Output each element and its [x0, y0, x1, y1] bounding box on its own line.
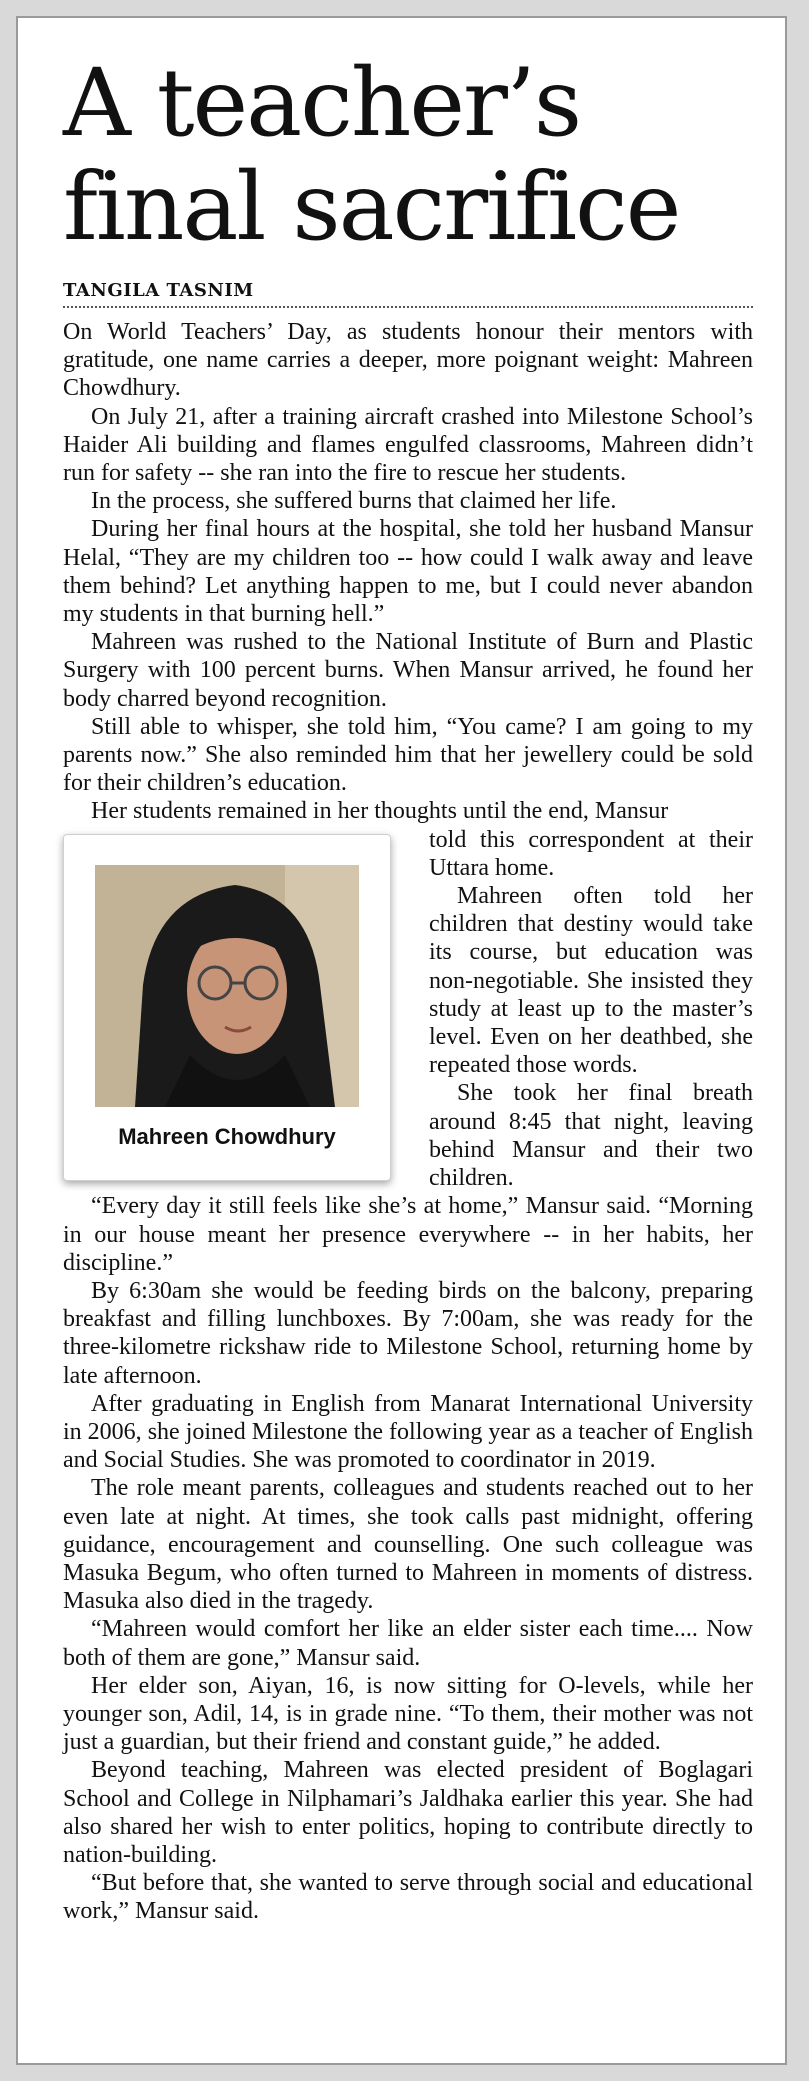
byline-divider [63, 306, 753, 308]
paragraph: Her elder son, Aiyan, 16, is now sitting for O-levels, while her younger son, Adil, 14, is in grade nine. “To them, their mother was not just a guardian, but their friend and constant guide,” he added. [63, 1672, 753, 1756]
paragraph: The role meant parents, colleagues and students reached out to her even late at night. At times, she took calls past midnight, offering guidance, encouragement and counselling. One such colleague was Masuka Begum, who often turned to Mahreen in moments of distress. Masuka also died in the tragedy. [63, 1475, 753, 1615]
portrait-illustration [95, 865, 359, 1107]
paragraph: By 6:30am she would be feeding birds on the balcony, preparing breakfast and filling lunchboxes. By 7:00am, she was ready for the three-kilometre rickshaw ride to Milestone School, returning home by late afternoon. [63, 1277, 753, 1389]
paragraph: During her final hours at the hospital, she told her husband Mansur Helal, “They are my children too -- how could I walk away and leave them behind? Let anything happen to me, but I could never abandon my students in that burning hell.” [63, 516, 753, 628]
paragraph: “Mahreen would comfort her like an elder sister each time.... Now both of them are gone,” Mansur said. [63, 1616, 753, 1671]
photo-frame [63, 834, 391, 1181]
portrait-photo [95, 865, 359, 1107]
paragraph: On World Teachers’ Day, as students honour their mentors with gratitude, one name carries a deeper, more poignant weight: Mahreen Chowdhury. [63, 319, 753, 402]
paragraph: “Every day it still feels like she’s at home,” Mansur said. “Morning in our house meant her presence everywhere -- in her habits, her discipline.” [63, 1193, 753, 1276]
paragraph: She took her final breath around 8:45 that night, leaving behind Mansur and their two children. [429, 1080, 753, 1192]
paragraph: Beyond teaching, Mahreen was elected president of Boglagari School and College in Nilphamari’s Jaldhaka earlier this year. She had also shared her wish to enter politics, hoping to contribute directly to nation-building. [63, 1757, 753, 1868]
article-body [63, 318, 753, 2048]
paragraph: After graduating in English from Manarat International University in 2006, she joined Milestone the following year as a teacher of English and Social Studies. She was promoted to coordinator in 2019. [63, 1390, 753, 1474]
newspaper-clipping [16, 16, 787, 2065]
paragraph: Her students remained in her thoughts until the end, Mansur [91, 798, 669, 825]
paragraph: “But before that, she wanted to serve through social and educational work,” Mansur said. [63, 1870, 753, 1925]
paragraph: In the process, she suffered burns that claimed her life. [91, 488, 617, 515]
paragraph: Mahreen was rushed to the National Institute of Burn and Plastic Surgery with 100 percent burns. When Mansur arrived, he found her body charred beyond recognition. [63, 629, 753, 712]
paragraph: Mahreen often told her children that destiny would take its course, but education was non-negotiable. She insisted they study at least up to the master’s level. Even on her deathbed, she repeated those words. [429, 883, 753, 1079]
paragraph: On July 21, after a training aircraft crashed into Milestone School’s Haider Ali building and flames engulfed classrooms, Mahreen didn’t run for safety -- she ran into the fire to rescue her students. [63, 403, 753, 487]
paragraph: told this correspondent at their Uttara home. [429, 826, 753, 881]
photo-caption: Mahreen Chowdhury [118, 1123, 336, 1149]
paragraph: Still able to whisper, she told him, “You came? I am going to my parents now.” She also reminded him that her jewellery could be sold for their children’s education. [63, 713, 753, 797]
headline: A teacher’s final sacrifice [63, 49, 680, 262]
byline: TANGILA TASNIM [63, 280, 254, 301]
